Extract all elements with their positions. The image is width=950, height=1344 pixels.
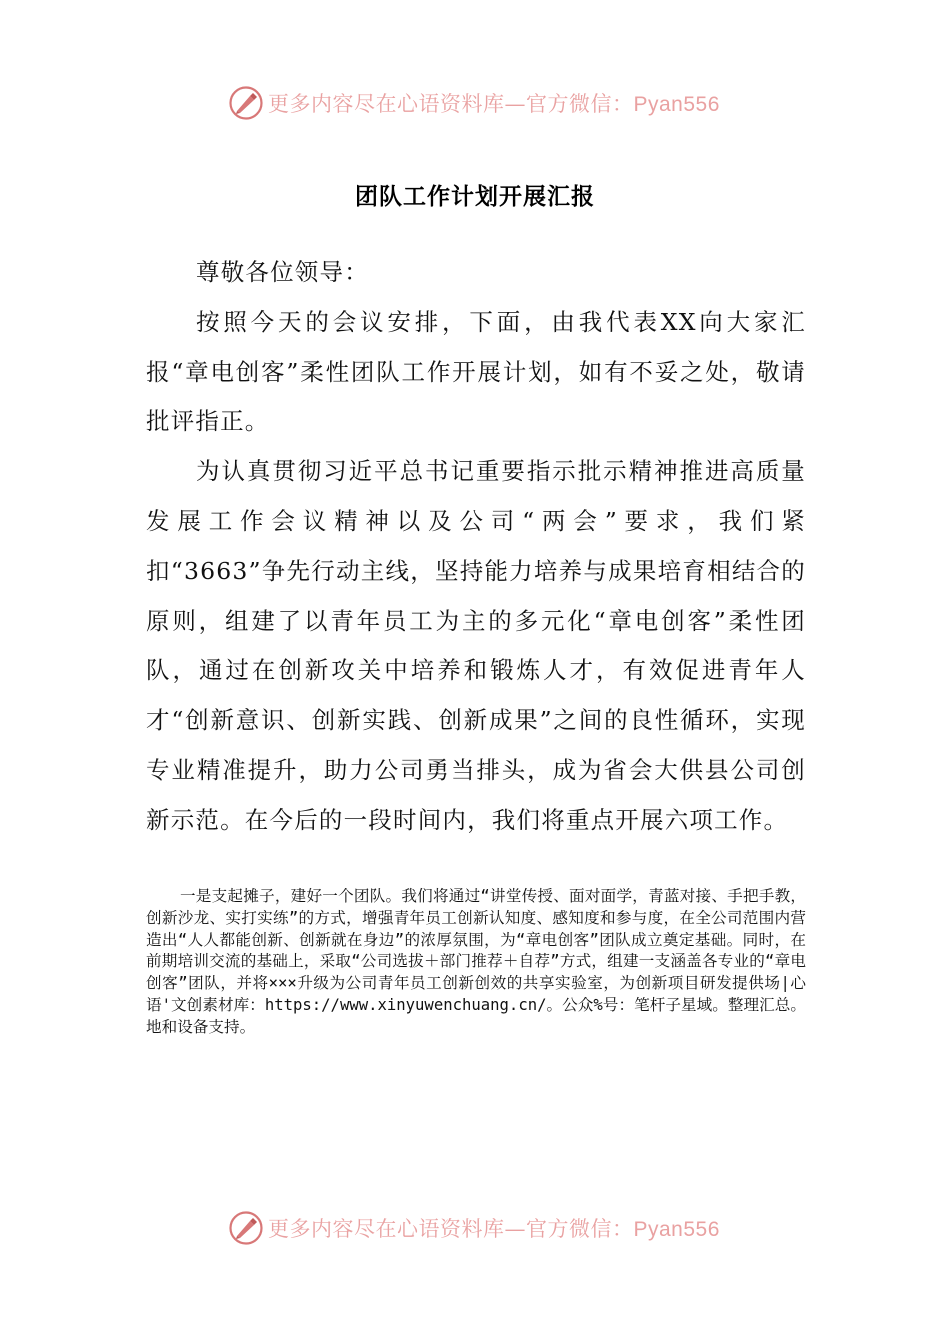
work-item-paragraph: 一是支起摊子，建好一个团队。我们将通过“讲堂传授、面对面学，青蓝对接、手把手教，创新沙龙、实打实练”的方式，增强青年员工创新认知度、感知度和参与度，在全公司范围内营造出“人人都能创新、创新就在身边”的浓厚氛围，为“章电创客”团队成立奠定基础。同时，在前期培训交流的基础上，采取“公司选拔＋部门推荐＋自荐”方式，组建一支涵盖各专业的“章电创客”团队，并将×××升级为公司青年员工创新创效的共享实验室，为创新项目研发提供场|心语'文创素材库：https://www.xinyuwenchuang.cn/。公众%号：笔杆子星域。整理汇总。地和设备支持。 <box>146 887 806 1036</box>
intro-paragraph: 按照今天的会议安排，下面，由我代表XX向大家汇报“章电创客”柔性团队工作开展计划，如有不妥之处，敬请批评指正。 <box>146 307 806 436</box>
banner-text: 更多内容尽在心语资料库—官方微信：Pyan556 <box>268 92 720 116</box>
document-title: 团队工作计划开展汇报 <box>355 184 595 210</box>
footer-banner <box>228 1208 748 1248</box>
pen-nib-logo-icon <box>228 85 264 121</box>
header-banner <box>228 83 748 123</box>
banner-text: 更多内容尽在心语资料库—官方微信：Pyan556 <box>268 1217 720 1241</box>
background-paragraph: 为认真贯彻习近平总书记重要指示批示精神推进高质量发展工作会议精神以及公司“两会”要求，我们紧扣“3663”争先行动主线，坚持能力培养与成果培育相结合的原则，组建了以青年员工为主的多元化“章电创客”柔性团队，通过在创新攻关中培养和锻炼人才，有效促进青年人才“创新意识、创新实践、创新成果”之间的良性循环，实现专业精准提升，助力公司勇当排头，成为省会大供县公司创新示范。在今后的一段时间内，我们将重点开展六项工作。 <box>146 457 806 834</box>
salutation-paragraph: 尊敬各位领导： <box>196 258 369 286</box>
pen-nib-logo-icon <box>228 1210 264 1246</box>
document-body <box>146 248 806 846</box>
